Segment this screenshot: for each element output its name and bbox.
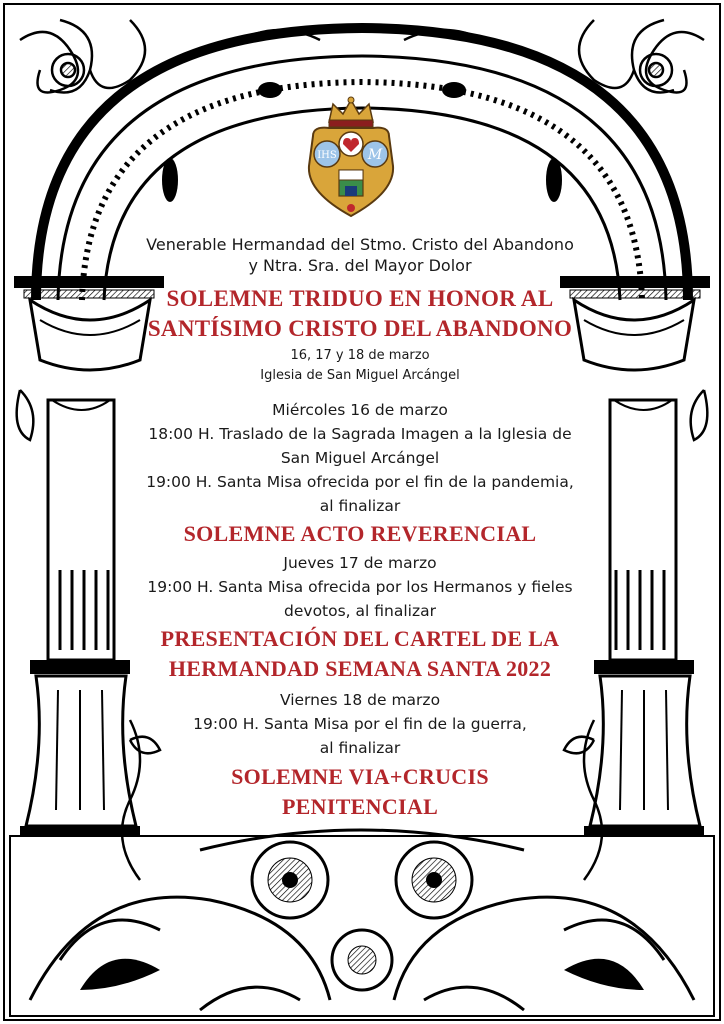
day2-item1-line2: devotos, al finalizar	[284, 602, 436, 620]
triduo-title-line2: SANTÍSIMO CRISTO DEL ABANDONO	[147, 316, 573, 341]
day3-event-line1: SOLEMNE VIA+CRUCIS	[231, 764, 489, 789]
day1-date: Miércoles 16 de marzo	[272, 401, 448, 419]
ihs-monogram: IHS	[317, 150, 337, 161]
organization-header	[110, 234, 610, 276]
day2-date: Jueves 17 de marzo	[283, 554, 437, 572]
day2-event-line1: PRESENTACIÓN DEL CARTEL DE LA	[160, 626, 560, 651]
day3-section	[110, 688, 610, 760]
triduo-details	[110, 346, 610, 386]
triduo-place: Iglesia de San Miguel Arcángel	[260, 368, 460, 383]
triduo-title	[110, 284, 610, 344]
day1-item2-line1: 19:00 H. Santa Misa ofrecida por el fin de la pandemia,	[146, 473, 574, 491]
triduo-dates: 16, 17 y 18 de marzo	[290, 348, 430, 363]
org-name-line2: y Ntra. Sra. del Mayor Dolor	[248, 256, 472, 275]
svg-text:M: M	[367, 147, 383, 163]
day3-item1-line2: al finalizar	[319, 739, 401, 757]
day3-item1-line1: 19:00 H. Santa Misa por el fin de la guerra,	[193, 715, 527, 733]
brotherhood-crest-emblem	[299, 96, 403, 221]
day3-event-title	[110, 762, 610, 822]
triduo-title-line1: SOLEMNE TRIDUO EN HONOR AL	[166, 286, 554, 311]
day2-event-title	[110, 624, 610, 684]
day1-event: SOLEMNE ACTO REVERENCIAL	[183, 521, 537, 546]
day1-item2-line2: al finalizar	[319, 497, 401, 515]
day3-event-line2: PENITENCIAL	[281, 794, 439, 819]
day1-event-title	[110, 519, 610, 549]
day1-section	[110, 398, 610, 518]
day2-event-line2: HERMANDAD SEMANA SANTA 2022	[168, 656, 552, 681]
day1-item1-line1: 18:00 H. Traslado de la Sagrada Imagen a la Iglesia de	[148, 425, 572, 443]
day2-section	[110, 551, 610, 623]
day2-item1-line1: 19:00 H. Santa Misa ofrecida por los Hermanos y fieles	[147, 578, 573, 596]
day3-date: Viernes 18 de marzo	[279, 691, 441, 709]
day1-item1-line2: San Miguel Arcángel	[280, 449, 440, 467]
org-name-line1: Venerable Hermandad del Stmo. Cristo del Abandono	[146, 235, 574, 254]
